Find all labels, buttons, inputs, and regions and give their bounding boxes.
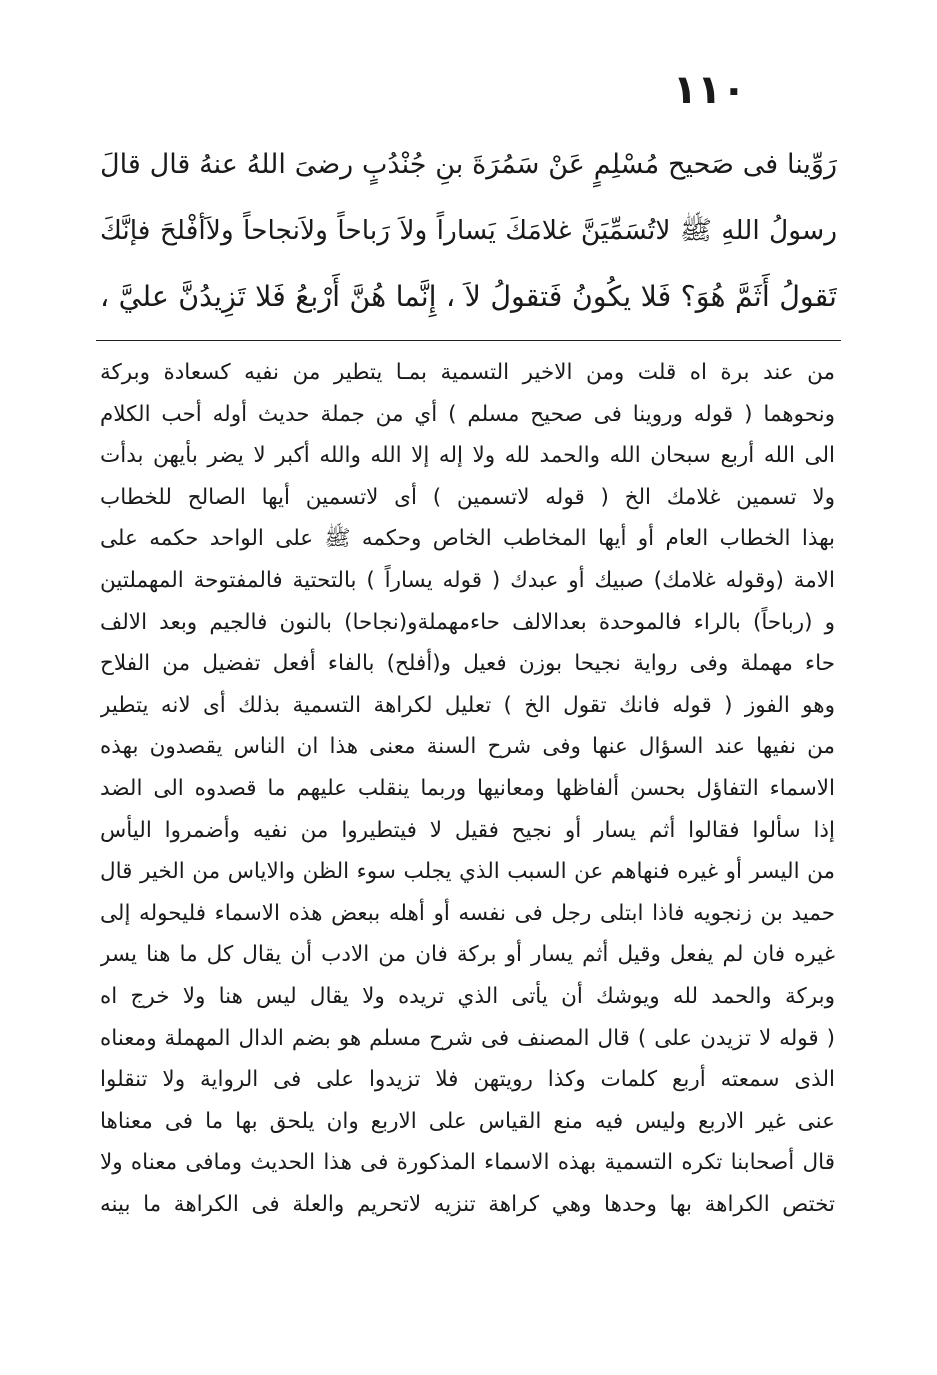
commentary-line: وبركة والحمد لله ويوشك أن يأتى الذي تريده ولا يقال ليس هنا ولا خرج اه xyxy=(100,983,835,1009)
commentary-line: ( قوله لا تزيدن على ) قال المصنف فى شرح مسلم هو بضم الدال المهملة ومعناه xyxy=(100,1025,835,1051)
hadith-line: رَوِّينا فى صَحيح مُسْلِمٍ عَنْ سَمُرَةَ بنِ جُنْدُبٍ رضىَ اللهُ عنهُ قال قالَ xyxy=(100,149,837,180)
commentary-line: ولا تسمين غلامك الخ ( قوله لاتسمين ) أى لاتسمين أيها الصالح للخطاب xyxy=(100,484,835,510)
hadith-line: تَقولُ أَثَمَّ هُوَ؟ فَلا يكُونُ فَتقولُ لاَ ، إِنَّما هُنَّ أَرْبعُ فَلا تَزِيدُنَّ عليَّ ، xyxy=(100,280,837,313)
commentary-line: ونحوهما ( قوله وروينا فى صحيح مسلم ) أي من جملة حديث أوله أحب الكلام xyxy=(100,401,835,427)
commentary-line: و (رباحاً) بالراء فالموحدة بعدالالف حاءمهملةو(نجاحا) بالنون فالجيم وبعد الالف xyxy=(100,609,835,635)
commentary-line: الى الله أربع سبحان الله والحمد لله ولا إله إلا الله والله أكبر لا يضر بأيهن بدأت xyxy=(100,443,835,469)
commentary-line: إذا سألوا فقالوا أثم يسار أو نجيح فقيل لا فيتطيروا من نفيه وأضمروا اليأس xyxy=(100,817,835,843)
commentary-line: الاسماء التفاؤل بحسن ألفاظها ومعانيها وربما ينقلب عليهم ما قصدوه الى الضد xyxy=(100,775,835,801)
commentary-line: الذى سمعته أربع كلمات وكذا رويتهن فلا تزيدوا على فى الرواية ولا تنقلوا xyxy=(100,1067,835,1093)
commentary-line: غيره فان لم يفعل وقيل أثم يسار أو بركة فان من الادب أن يقال كل ما هنا يسر xyxy=(100,942,835,968)
commentary-line: بهذا الخطاب العام أو أيها المخاطب الخاص وحكمه ﷺ على الواحد حكمه على xyxy=(100,526,835,552)
commentary-line: حميد بن زنجويه فاذا ابتلى رجل فى نفسه أو أهله ببعض هذه الاسماء فليحوله إلى xyxy=(100,900,835,926)
page-number: ١١٠ xyxy=(672,67,746,113)
commentary-line: تختص الكراهة بها وحدها وهي كراهة تنزيه لاتحريم والعلة فى الكراهة ما بينه xyxy=(100,1191,835,1217)
commentary-line: عنى غير الاربع وليس فيه منع القياس على الاربع وان يلحق بها ما فى معناها xyxy=(100,1108,835,1134)
hadith-text xyxy=(100,138,837,336)
commentary-line: من نفيها عند السؤال عنها وفى شرح السنة معنى هذا ان الناس يقصدون بهذه xyxy=(100,734,835,760)
commentary-text xyxy=(100,353,835,1226)
commentary-line: الامة (وقوله غلامك) صبيك أو عبدك ( قوله يساراً ) بالتحتية فالمفتوحة المهملتين xyxy=(100,567,835,593)
section-divider xyxy=(96,340,841,341)
commentary-line: وهو الفوز ( قوله فانك تقول الخ ) تعليل لكراهة التسمية بذلك أى لانه يتطير xyxy=(100,692,835,718)
commentary-line: حاء مهملة وفى رواية نجيحا بوزن فعيل و(أفلح) بالفاء أفعل تفضيل من الفلاح xyxy=(100,651,835,677)
commentary-line: من اليسر أو غيره فنهاهم عن السبب الذي يجلب سوء الظن والاياس من الخير قال xyxy=(100,859,835,885)
commentary-line: من عند برة اه قلت ومن الاخير التسمية بمـا يتطير من نفيه كسعادة وبركة xyxy=(100,360,835,385)
commentary-line: قال أصحابنا تكره التسمية بهذه الاسماء المذكورة فى هذا الحديث ومافى معناه ولا xyxy=(100,1150,835,1176)
hadith-line: رسولُ اللهِ ﷺ لاتُسَمِّيَنَّ غلامَكَ يَساراً ولاَ رَباحاً ولاَنجاحاً ولاَأفْلحَ فإنَّكَ xyxy=(100,215,837,246)
